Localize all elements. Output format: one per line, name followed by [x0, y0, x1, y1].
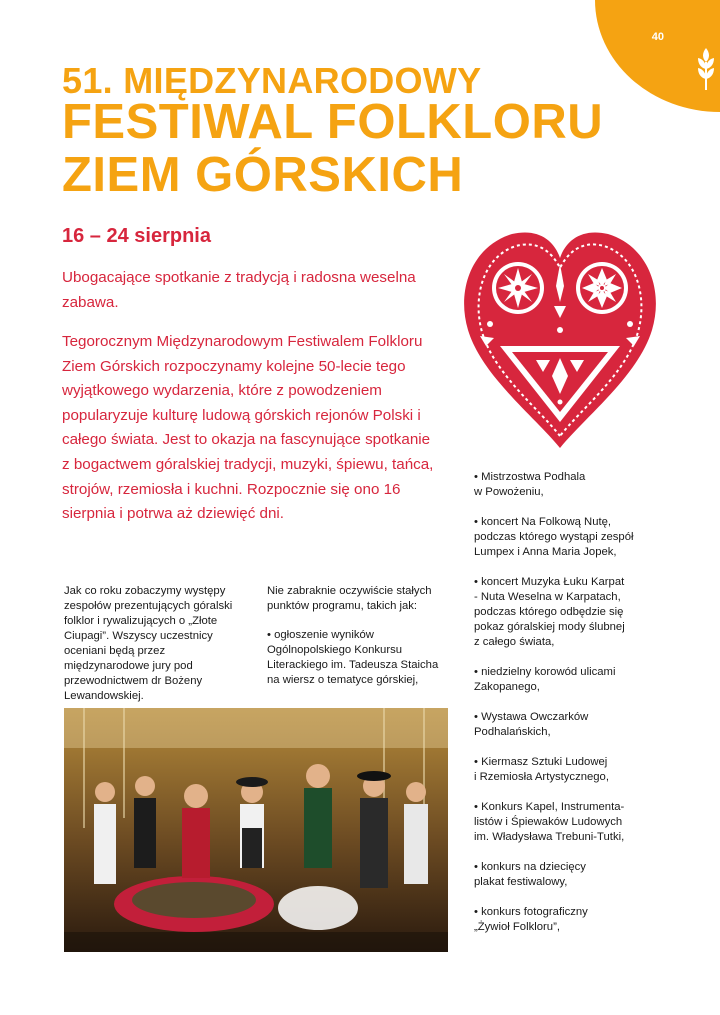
text-column-2	[267, 584, 442, 702]
page-title-line1: 51. MIĘDZYNARODOWY	[62, 60, 482, 101]
program-item: • niedzielny korowód ulicami Zakopanego,	[474, 666, 616, 693]
page-number: 40	[651, 31, 664, 43]
column-paragraph: Nie zabraknie oczywiście stałych punktów programu, takich jak:	[267, 585, 432, 612]
program-item: • Wystawa Owczarków Podhalańskich,	[474, 711, 589, 738]
lead-paragraph-1: Ubogacające spotkanie z tradycją i radosna weselna zabawa.	[62, 269, 416, 311]
event-dates: 16 – 24 sierpnia	[62, 225, 211, 247]
program-item: • Konkurs Kapel, Instrumenta- listów i Śpiewaków Ludowych im. Władysława Trebuni-Tutki,	[474, 801, 625, 843]
program-item: • koncert Na Folkową Nutę, podczas którego wystąpi zespół Lumpex i Anna Maria Jopek,	[474, 516, 634, 558]
photo-illustration	[64, 708, 448, 952]
wheat-icon	[694, 44, 718, 92]
program-item: • konkurs fotograficzny „Żywioł Folkloru”,	[474, 906, 588, 933]
program-item: • Mistrzostwa Podhala w Powożeniu,	[474, 471, 586, 498]
folk-dancers-photo	[64, 708, 448, 952]
text-column-1	[64, 584, 239, 718]
program-item: • Kiermasz Sztuki Ludowej i Rzemiosła Artystycznego,	[474, 756, 609, 783]
program-item: • konkurs na dziecięcy plakat festiwalowy,	[474, 861, 586, 888]
folk-heart-ornament	[460, 226, 660, 452]
lead-paragraph-2: Tegorocznym Międzynarodowym Festiwalem Folkloru Ziem Górskich rozpoczynamy kolejne 50-lecie tego wyjątkowego wydarzenia, które z powodzeniem popularyzuje kulturę ludową górskich rejonów Polski i całego świata. Jest to okazja na fascynujące spotkanie z bogactwem góralskiej tradycji, muzyki, śpiewu, tańca, strojów, rzemiosła i kuchni. Rozpocznie się ono 16 sierpnia i potrwa aż dziewięć dni.	[62, 333, 434, 523]
column-list-item: • ogłoszenie wyników Ogólnopolskiego Konkursu Literackiego im. Tadeusza Staicha na wiersz o tematyce górskiej,	[267, 629, 439, 686]
column-paragraph: Jak co roku zobaczymy występy zespołów prezentujących góralski folklor i rywalizujących o „Złote Ciupagi”. Wszyscy uczestnicy oceniani będą przez międzynarodowe jury pod przewodnictwem dr Bożeny Lewandowskiej.	[64, 585, 233, 702]
page-title-line2: FESTIWAL FOLKLORU ZIEM GÓRSKICH	[62, 95, 604, 202]
program-list	[474, 470, 654, 950]
program-item: • koncert Muzyka Łuku Karpat - Nuta Weselna w Karpatach, podczas którego odbędzie się pokaz góralskiej mody ślubnej z całego świata,	[474, 576, 625, 648]
